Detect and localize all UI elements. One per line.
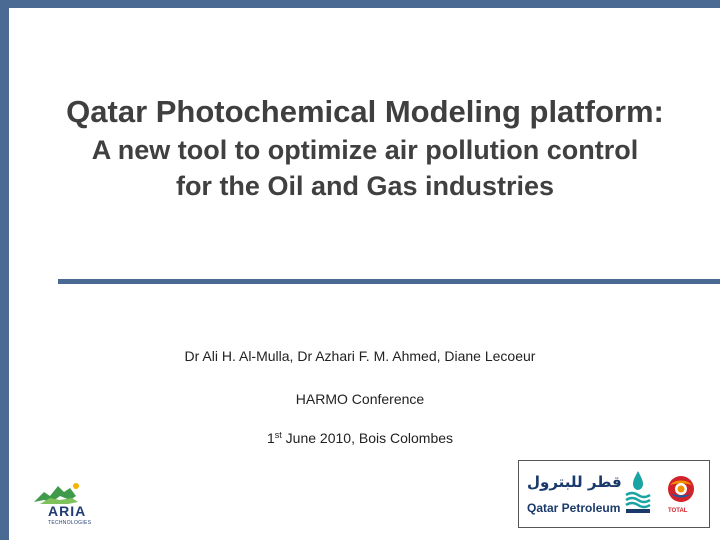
left-border-bar: [0, 0, 9, 540]
date-suffix: st: [274, 430, 282, 440]
partner-logos-box: [518, 460, 710, 528]
title-block: [20, 92, 710, 204]
authors-line: Dr Ali H. Al-Mulla, Dr Azhari F. M. Ahmed, Diane Lecoeur: [184, 348, 536, 364]
title-divider: [58, 279, 720, 284]
conference-line: HARMO Conference: [295, 391, 425, 407]
date-day: 1: [266, 430, 275, 446]
qatar-petroleum-emblem-icon: [623, 469, 653, 517]
aria-logo-text: ARIA: [48, 503, 87, 519]
aria-logo-subtext: TECHNOLOGIES: [48, 520, 92, 526]
slide-subtitle-line-1: A new tool to optimize air pollution control: [91, 135, 639, 165]
qatar-petroleum-name: Qatar Petroleum: [527, 501, 621, 515]
qatar-petroleum-arabic-name: قطر للبترول: [527, 473, 622, 491]
slide-subtitle-line-2: for the Oil and Gas industries: [175, 171, 555, 201]
total-logo-text: TOTAL: [668, 508, 688, 514]
date-rest: June 2010, Bois Colombes: [281, 430, 454, 446]
top-border-bar: [0, 0, 720, 8]
date-line: [0, 430, 720, 446]
slide-title: Qatar Photochemical Modeling platform:: [66, 94, 664, 129]
